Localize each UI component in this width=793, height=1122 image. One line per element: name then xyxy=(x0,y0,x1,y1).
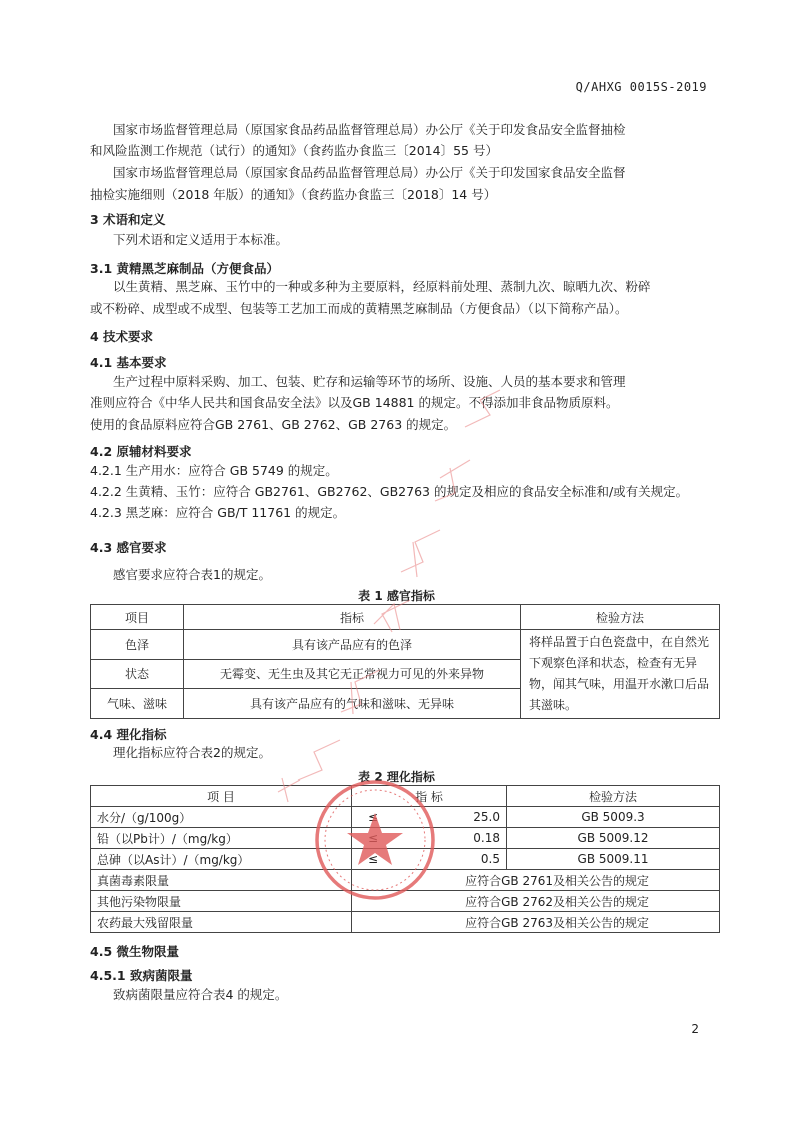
table-cell: 真菌毒素限量 xyxy=(91,870,352,891)
table-header-cell: 项目 xyxy=(91,605,184,630)
basic-req-line: 使用的食品原料应符合GB 2761、GB 2762、GB 2763 的规定。 xyxy=(90,417,457,432)
section-4-title: 4 技术要求 xyxy=(90,329,154,344)
table-1-caption: 表 1 感官指标 xyxy=(358,589,435,603)
ref-line: 和风险监测工作规范（试行）的通知》（食药监办食监三〔2014〕55 号） xyxy=(90,143,498,158)
table-cell: 农药最大残留限量 xyxy=(91,912,352,933)
table-cell: 总砷（以As计）/（mg/kg） xyxy=(91,849,352,870)
section-3-1-title: 3.1 黄精黑芝麻制品（方便食品） xyxy=(90,261,279,276)
ref-line: 抽检实施细则（2018 年版）的通知》（食药监办食监三〔2018〕14 号） xyxy=(90,187,497,202)
material-item: 4.2.1 生产用水：应符合 GB 5749 的规定。 xyxy=(90,463,338,478)
table-header-row xyxy=(91,605,720,630)
section-4-4-intro: 理化指标应符合表2的规定。 xyxy=(113,745,271,760)
table-cell: 应符合GB 2763及相关公告的规定 xyxy=(352,912,720,933)
table-cell: 铅（以Pb计）/（mg/kg） xyxy=(91,828,352,849)
section-4-5-title: 4.5 微生物限量 xyxy=(90,944,179,959)
table-cell: 应符合GB 2762及相关公告的规定 xyxy=(352,891,720,912)
table-cell: ≤ xyxy=(352,849,395,870)
table-cell: 具有该产品应有的气味和滋味、无异味 xyxy=(184,689,521,719)
section-4-1-title: 4.1 基本要求 xyxy=(90,355,167,370)
table-cell: 无霉变、无生虫及其它无正常视力可见的外来异物 xyxy=(184,659,521,689)
material-item: 4.2.2 生黄精、玉竹：应符合 GB2761、GB2762、GB2763 的规定及相应的食品安全标准和/或有关规定。 xyxy=(90,484,689,499)
definition-line: 以生黄精、黑芝麻、玉竹中的一种或多种为主要原料，经原料前处理、蒸制九次、晾晒九次、粉碎 xyxy=(113,279,651,294)
test-method-cell: 将样品置于白色瓷盘中，在自然光下观察色泽和状态，检查有无异物，闻其气味，用温开水漱口后品其滋味。 xyxy=(521,630,720,719)
section-4-4-title: 4.4 理化指标 xyxy=(90,727,167,742)
section-3-title: 3 术语和定义 xyxy=(90,212,166,227)
section-4-3-intro: 感官要求应符合表1的规定。 xyxy=(113,567,271,582)
section-4-5-1-title: 4.5.1 致病菌限量 xyxy=(90,968,193,983)
table-cell: GB 5009.11 xyxy=(507,849,720,870)
table-header-cell: 指 标 xyxy=(352,786,507,807)
table-cell: GB 5009.3 xyxy=(507,807,720,828)
ref-line: 国家市场监督管理总局（原国家食品药品监督管理总局）办公厅《关于印发国家食品安全监督 xyxy=(113,165,626,180)
basic-req-line: 准则应符合《中华人民共和国食品安全法》以及GB 14881 的规定。不得添加非食品物质原料。 xyxy=(90,395,619,410)
official-seal xyxy=(310,775,440,905)
table-cell: 状态 xyxy=(91,659,184,689)
table-cell: 色泽 xyxy=(91,630,184,660)
table-row xyxy=(91,912,720,933)
section-4-2-title: 4.2 原辅材料要求 xyxy=(90,444,192,459)
section-3-intro: 下列术语和定义适用于本标准。 xyxy=(113,232,289,247)
basic-req-line: 生产过程中原料采购、加工、包装、贮存和运输等环节的场所、设施、人员的基本要求和管理 xyxy=(113,374,626,389)
section-4-3-title: 4.3 感官要求 xyxy=(90,540,167,555)
standard-number: Q/AHXG 0015S-2019 xyxy=(575,80,707,94)
material-item: 4.2.3 黑芝麻：应符合 GB/T 11761 的规定。 xyxy=(90,505,346,520)
table-row xyxy=(91,630,720,660)
table-header-cell: 指标 xyxy=(184,605,521,630)
table-cell: 0.18 xyxy=(394,828,507,849)
table-cell: ≤ xyxy=(352,807,395,828)
page-number: 2 xyxy=(691,1022,699,1036)
table-2-caption: 表 2 理化指标 xyxy=(358,770,435,784)
table-header-cell: 检验方法 xyxy=(507,786,720,807)
table-cell: 气味、滋味 xyxy=(91,689,184,719)
table-cell: 0.5 xyxy=(394,849,507,870)
table-cell: GB 5009.12 xyxy=(507,828,720,849)
table-header-cell: 检验方法 xyxy=(521,605,720,630)
table-header-cell: 项 目 xyxy=(91,786,352,807)
ref-line: 国家市场监督管理总局（原国家食品药品监督管理总局）办公厅《关于印发食品安全监督抽检 xyxy=(113,122,626,137)
sensory-table xyxy=(90,604,720,719)
definition-line: 或不粉碎、成型或不成型、包装等工艺加工而成的黄精黑芝麻制品（方便食品）（以下简称产品）。 xyxy=(90,301,628,316)
table-cell: 25.0 xyxy=(394,807,507,828)
table-cell: 具有该产品应有的色泽 xyxy=(184,630,521,660)
section-4-5-1-intro: 致病菌限量应符合表4 的规定。 xyxy=(113,987,288,1002)
table-cell: 应符合GB 2761及相关公告的规定 xyxy=(352,870,720,891)
table-cell: 水分/（g/100g） xyxy=(91,807,352,828)
table-cell: 其他污染物限量 xyxy=(91,891,352,912)
